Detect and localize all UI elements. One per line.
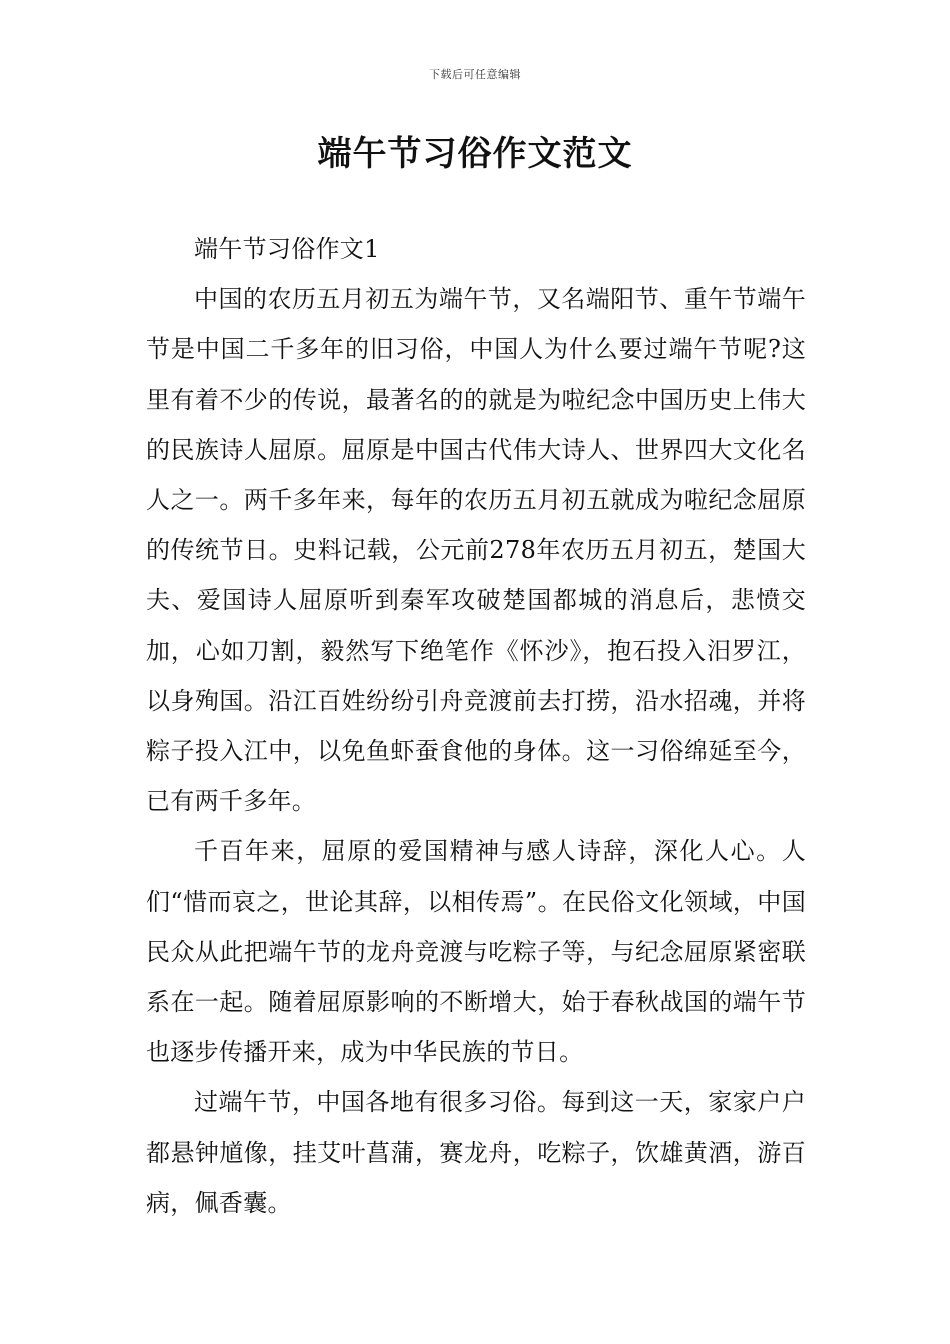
- header-note: 下载后可任意编辑: [429, 68, 521, 81]
- section-heading: 端午节习俗作文1: [194, 235, 380, 263]
- document-title: 端午节习俗作文范文: [317, 134, 633, 174]
- paragraph-3: 过端午节，中国各地有很多习俗。每到这一天，家家户户都悬钟馗像，挂艾叶菖蒲，赛龙舟，吃粽子，饮雄黄酒，游百病，佩香囊。: [146, 1088, 806, 1217]
- paragraph-1: 中国的农历五月初五为端午节，又名端阳节、重午节端午节是中国二千多年的旧习俗，中国人为什么要过端午节呢?这里有着不少的传说，最著名的的就是为啦纪念中国历史上伟大的民族诗人屈原。屈原是中国古代伟大诗人、世界四大文化名人之一。两千多年来，每年的农历五月初五就成为啦纪念屈原的传统节日。史料记载，公元前278年农历五月初五，楚国大夫、爱国诗人屈原听到秦军攻破楚国都城的消息后，悲愤交加，心如刀割，毅然写下绝笔作《怀沙》，抱石投入汨罗江，以身殉国。沿江百姓纷纷引舟竞渡前去打捞，沿水招魂，并将粽子投入江中，以免鱼虾蚕食他的身体。这一习俗绵延至今，已有两千多年。: [146, 285, 806, 816]
- paragraph-2: 千百年来，屈原的爱国精神与感人诗辞，深化人心。人们“惜而哀之，世论其辞，以相传焉”。在民俗文化领域，中国民众从此把端午节的龙舟竞渡与吃粽子等，与纪念屈原紧密联系在一起。随着屈原影响的不断增大，始于春秋战国的端午节也逐步传播开来，成为中华民族的节日。: [146, 837, 806, 1067]
- document-body: [146, 224, 806, 1228]
